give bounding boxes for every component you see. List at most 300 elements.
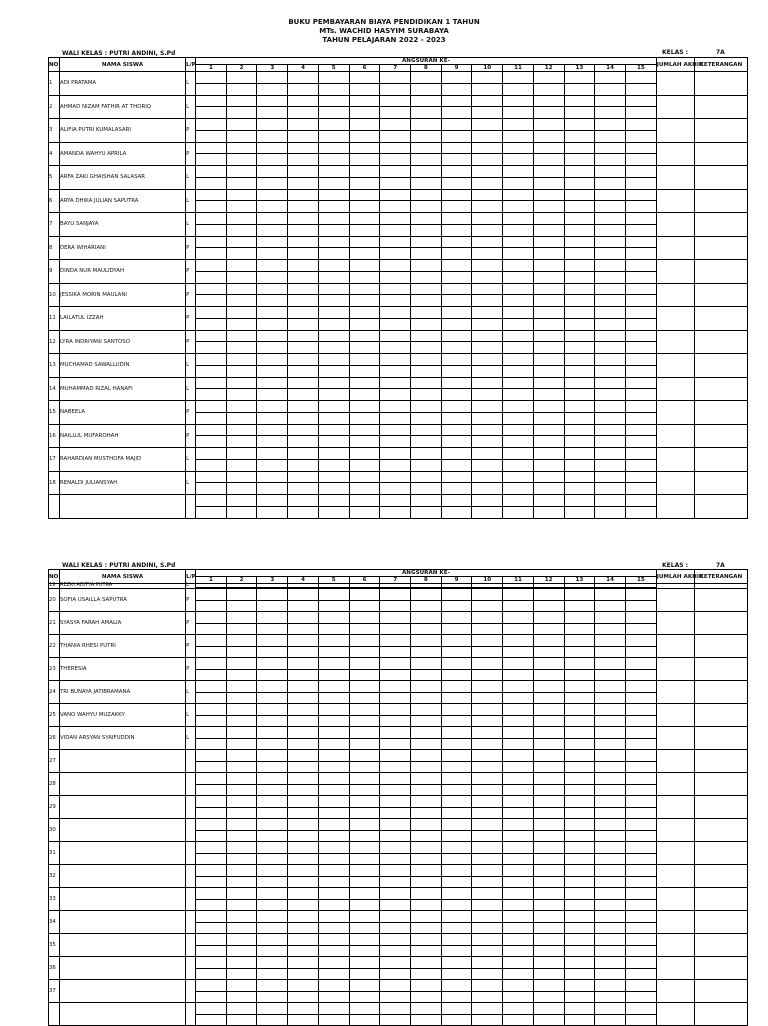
installment-cell-top (564, 424, 595, 436)
installment-cell-top (226, 119, 257, 131)
installment-cell-bottom (472, 295, 503, 307)
table-row (49, 354, 748, 366)
installment-cell-bottom (595, 177, 626, 189)
installment-cell-bottom (288, 968, 319, 980)
installment-cell-top (288, 95, 319, 107)
installment-cell-top (380, 934, 411, 946)
installment-cell-bottom (288, 784, 319, 796)
installment-cell-top (349, 796, 380, 808)
row-number: 27 (49, 750, 60, 773)
header-installment-11: 11 (503, 65, 534, 72)
installment-cell-top (441, 236, 472, 248)
installment-cell-top (349, 612, 380, 624)
installment-cell-top (257, 635, 288, 647)
installment-cell-bottom (196, 248, 227, 260)
remarks-cell (694, 236, 747, 260)
installment-cell-top (349, 471, 380, 483)
installment-cell-top (380, 260, 411, 272)
installment-cell-bottom (411, 389, 442, 401)
installment-cell-top (196, 330, 227, 342)
remarks-cell (694, 704, 747, 727)
header-installment-2: 2 (226, 65, 257, 72)
installment-cell-bottom (564, 436, 595, 448)
installment-cell-top (380, 635, 411, 647)
student-name (60, 865, 186, 888)
final-total-cell (656, 72, 694, 96)
installment-cell-top (595, 658, 626, 670)
installment-cell-top (533, 727, 564, 739)
installment-cell-bottom (257, 177, 288, 189)
row-number: 36 (49, 957, 60, 980)
installment-cell-bottom (318, 853, 349, 865)
installment-cell-bottom (503, 154, 534, 166)
installment-cell-top (472, 72, 503, 84)
installment-cell-top (411, 911, 442, 923)
installment-cell-bottom (318, 623, 349, 635)
installment-cell-top (380, 448, 411, 460)
header-installment-13: 13 (564, 577, 595, 584)
installment-cell-top (226, 589, 257, 601)
installment-cell-bottom (257, 318, 288, 330)
installment-cell-top (503, 750, 534, 762)
installment-cell-bottom (288, 154, 319, 166)
installment-cell-bottom (503, 483, 534, 495)
installment-cell-bottom (595, 600, 626, 612)
remarks-cell (694, 635, 747, 658)
installment-cell-top (472, 166, 503, 178)
remarks-cell (694, 727, 747, 750)
installment-cell-top (533, 865, 564, 877)
installment-cell-top (257, 260, 288, 272)
installment-cell-top (472, 934, 503, 946)
installment-cell-top (380, 658, 411, 670)
remarks-cell (694, 166, 747, 190)
installment-cell-top (288, 377, 319, 389)
installment-cell-bottom (533, 991, 564, 1003)
installment-cell-bottom (564, 738, 595, 750)
installment-cell-top (503, 819, 534, 831)
installment-cell-bottom (472, 853, 503, 865)
installment-cell-bottom (472, 389, 503, 401)
installment-cell-bottom (533, 412, 564, 424)
final-total-cell (656, 495, 694, 519)
installment-cell-bottom (288, 248, 319, 260)
installment-cell-top (472, 589, 503, 601)
installment-cell-top (288, 635, 319, 647)
installment-cell-bottom (564, 922, 595, 934)
installment-cell-bottom (226, 830, 257, 842)
remarks-cell (694, 842, 747, 865)
installment-cell-top (196, 842, 227, 854)
installment-cell-top (503, 980, 534, 992)
header-installment-9: 9 (441, 65, 472, 72)
student-name: LYRA INDRIYANI SANTOSO (60, 330, 186, 354)
installment-cell-top (595, 980, 626, 992)
installment-cell-bottom (288, 130, 319, 142)
installment-cell-top (595, 495, 626, 507)
installment-cell-top (318, 957, 349, 969)
installment-cell-bottom (288, 389, 319, 401)
header-installment-2: 2 (226, 577, 257, 584)
installment-cell-bottom (349, 248, 380, 260)
installment-cell-bottom (564, 412, 595, 424)
installment-cell-bottom (196, 459, 227, 471)
installment-cell-bottom (625, 436, 656, 448)
installment-cell-top (533, 934, 564, 946)
student-name: MUCHAMAD SAWALLUDIN (60, 354, 186, 378)
installment-cell-top (411, 354, 442, 366)
installment-cell-bottom (625, 154, 656, 166)
final-total-cell (656, 934, 694, 957)
installment-cell-bottom (595, 248, 626, 260)
student-name (60, 773, 186, 796)
installment-cell-top (288, 796, 319, 808)
installment-cell-bottom (196, 389, 227, 401)
row-number: 21 (49, 612, 60, 635)
installment-cell-bottom (564, 248, 595, 260)
installment-cell-bottom (625, 201, 656, 213)
installment-cell-bottom (595, 853, 626, 865)
student-gender: L (186, 213, 196, 237)
installment-cell-bottom (595, 807, 626, 819)
installment-cell-bottom (380, 459, 411, 471)
installment-cell-bottom (318, 945, 349, 957)
installment-cell-top (564, 377, 595, 389)
installment-cell-top (411, 727, 442, 739)
installment-cell-top (441, 934, 472, 946)
header-remarks: KETERANGAN (694, 58, 747, 72)
installment-cell-bottom (472, 899, 503, 911)
installment-cell-top (503, 658, 534, 670)
installment-cell-top (318, 283, 349, 295)
installment-cell-top (349, 888, 380, 900)
installment-cell-top (318, 189, 349, 201)
installment-cell-top (380, 213, 411, 225)
installment-cell-top (595, 865, 626, 877)
installment-cell-bottom (564, 646, 595, 658)
installment-cell-top (288, 658, 319, 670)
header-installment-13: 13 (564, 65, 595, 72)
installment-cell-top (564, 401, 595, 413)
installment-cell-top (226, 401, 257, 413)
installment-cell-bottom (503, 83, 534, 95)
installment-cell-top (411, 589, 442, 601)
installment-cell-bottom (625, 130, 656, 142)
row-number: 17 (49, 448, 60, 472)
installment-cell-top (564, 589, 595, 601)
installment-cell-top (411, 1003, 442, 1015)
installment-cell-top (564, 213, 595, 225)
header-installment-group: ANGSURAN KE- (196, 570, 657, 577)
installment-cell-top (625, 704, 656, 716)
installment-cell-bottom (533, 130, 564, 142)
installment-cell-bottom (564, 669, 595, 681)
installment-cell-top (503, 213, 534, 225)
installment-cell-bottom (318, 715, 349, 727)
installment-cell-top (472, 260, 503, 272)
installment-cell-top (380, 377, 411, 389)
installment-cell-top (625, 330, 656, 342)
student-gender (186, 957, 196, 980)
installment-cell-top (595, 283, 626, 295)
installment-cell-bottom (380, 506, 411, 518)
student-name: ARFA ZAKI GHAISHAN SALASAR (60, 166, 186, 190)
installment-cell-bottom (257, 506, 288, 518)
installment-cell-bottom (380, 600, 411, 612)
installment-cell-top (226, 236, 257, 248)
installment-cell-top (380, 842, 411, 854)
installment-cell-bottom (503, 271, 534, 283)
installment-cell-top (288, 166, 319, 178)
installment-cell-top (595, 72, 626, 84)
header-installment-3: 3 (257, 65, 288, 72)
installment-cell-top (472, 189, 503, 201)
installment-cell-top (411, 142, 442, 154)
student-gender (186, 911, 196, 934)
row-number: 4 (49, 142, 60, 166)
installment-cell-bottom (564, 853, 595, 865)
installment-cell-top (257, 796, 288, 808)
installment-cell-top (380, 980, 411, 992)
installment-cell-bottom (625, 922, 656, 934)
installment-cell-top (533, 307, 564, 319)
final-total-cell (656, 681, 694, 704)
remarks-cell (694, 750, 747, 773)
installment-cell-bottom (349, 130, 380, 142)
final-total-cell (656, 307, 694, 331)
installment-cell-top (564, 307, 595, 319)
installment-cell-top (380, 888, 411, 900)
installment-cell-bottom (625, 107, 656, 119)
table-row (49, 471, 748, 483)
installment-cell-top (472, 471, 503, 483)
installment-cell-bottom (533, 83, 564, 95)
installment-cell-bottom (595, 506, 626, 518)
installment-cell-top (226, 658, 257, 670)
table-row (49, 842, 748, 854)
installment-cell-top (349, 865, 380, 877)
installment-cell-bottom (226, 318, 257, 330)
installment-cell-bottom (441, 459, 472, 471)
installment-cell-bottom (288, 107, 319, 119)
installment-cell-bottom (257, 692, 288, 704)
installment-cell-top (625, 495, 656, 507)
header-no: NO (49, 570, 60, 584)
installment-cell-bottom (503, 459, 534, 471)
installment-cell-top (257, 957, 288, 969)
installment-cell-top (441, 495, 472, 507)
installment-cell-bottom (196, 201, 227, 213)
student-name: JESSIKA MORIN MAULANI (60, 283, 186, 307)
installment-cell-bottom (196, 365, 227, 377)
remarks-cell (694, 589, 747, 612)
installment-cell-bottom (226, 506, 257, 518)
table-row (49, 658, 748, 670)
installment-cell-top (226, 865, 257, 877)
installment-cell-top (196, 119, 227, 131)
installment-cell-top (564, 773, 595, 785)
installment-cell-top (226, 330, 257, 342)
installment-cell-top (318, 980, 349, 992)
installment-cell-top (411, 658, 442, 670)
installment-cell-top (226, 354, 257, 366)
installment-cell-top (595, 189, 626, 201)
installment-cell-bottom (595, 623, 626, 635)
installment-cell-bottom (533, 1014, 564, 1026)
installment-cell-top (441, 589, 472, 601)
installment-cell-top (533, 911, 564, 923)
installment-cell-top (625, 842, 656, 854)
installment-cell-top (411, 166, 442, 178)
installment-cell-bottom (380, 436, 411, 448)
installment-cell-bottom (441, 899, 472, 911)
row-number: 22 (49, 635, 60, 658)
installment-cell-bottom (472, 83, 503, 95)
installment-cell-bottom (380, 130, 411, 142)
row-number: 2 (49, 95, 60, 119)
installment-cell-top (349, 681, 380, 693)
installment-cell-bottom (380, 483, 411, 495)
installment-cell-bottom (226, 365, 257, 377)
student-gender (186, 934, 196, 957)
header-installment-10: 10 (472, 577, 503, 584)
row-number: 28 (49, 773, 60, 796)
installment-cell-bottom (472, 154, 503, 166)
student-name: LAILATUL IZZAH (60, 307, 186, 331)
installment-cell-bottom (349, 342, 380, 354)
remarks-cell (694, 911, 747, 934)
table-row (49, 142, 748, 154)
installment-cell-top (196, 307, 227, 319)
installment-cell-top (226, 750, 257, 762)
installment-cell-top (349, 750, 380, 762)
installment-cell-top (503, 911, 534, 923)
installment-cell-bottom (625, 483, 656, 495)
installment-cell-bottom (595, 365, 626, 377)
installment-cell-bottom (441, 807, 472, 819)
installment-cell-top (472, 330, 503, 342)
installment-cell-bottom (441, 318, 472, 330)
installment-cell-top (380, 495, 411, 507)
installment-cell-bottom (257, 853, 288, 865)
installment-cell-bottom (411, 692, 442, 704)
final-total-cell (656, 377, 694, 401)
installment-cell-top (625, 213, 656, 225)
installment-cell-bottom (625, 318, 656, 330)
installment-cell-top (288, 750, 319, 762)
table-row (49, 796, 748, 808)
installment-cell-bottom (533, 692, 564, 704)
installment-cell-top (349, 424, 380, 436)
final-total-cell (656, 236, 694, 260)
installment-cell-top (226, 424, 257, 436)
installment-cell-bottom (472, 271, 503, 283)
installment-cell-top (441, 865, 472, 877)
installment-cell-bottom (380, 922, 411, 934)
installment-cell-bottom (625, 715, 656, 727)
student-gender: P (186, 401, 196, 425)
installment-cell-bottom (411, 271, 442, 283)
installment-cell-bottom (595, 483, 626, 495)
installment-cell-top (196, 727, 227, 739)
installment-cell-top (564, 980, 595, 992)
installment-cell-top (533, 95, 564, 107)
row-number: 12 (49, 330, 60, 354)
installment-cell-bottom (288, 83, 319, 95)
installment-cell-top (503, 471, 534, 483)
student-name: THERESIA (60, 658, 186, 681)
installment-cell-top (226, 934, 257, 946)
row-number: 3 (49, 119, 60, 143)
payment-table (48, 57, 748, 519)
installment-cell-bottom (349, 201, 380, 213)
student-gender: P (186, 635, 196, 658)
installment-cell-top (411, 424, 442, 436)
installment-cell-top (472, 142, 503, 154)
table-row (49, 283, 748, 295)
installment-cell-bottom (503, 876, 534, 888)
installment-cell-bottom (595, 738, 626, 750)
installment-cell-bottom (318, 991, 349, 1003)
installment-cell-bottom (288, 991, 319, 1003)
installment-cell-top (441, 842, 472, 854)
installment-cell-bottom (288, 715, 319, 727)
installment-cell-top (411, 119, 442, 131)
installment-cell-top (503, 796, 534, 808)
installment-cell-top (595, 142, 626, 154)
installment-cell-top (411, 495, 442, 507)
installment-cell-top (625, 681, 656, 693)
installment-cell-top (257, 495, 288, 507)
installment-cell-top (318, 796, 349, 808)
installment-cell-top (349, 260, 380, 272)
installment-cell-top (257, 888, 288, 900)
installment-cell-bottom (411, 1014, 442, 1026)
installment-cell-top (472, 236, 503, 248)
installment-cell-top (441, 424, 472, 436)
installment-cell-top (380, 865, 411, 877)
installment-cell-bottom (625, 623, 656, 635)
installment-cell-bottom (226, 876, 257, 888)
student-name: ADI PRATAMA (60, 72, 186, 96)
installment-cell-bottom (472, 876, 503, 888)
installment-cell-bottom (411, 853, 442, 865)
installment-cell-top (288, 142, 319, 154)
installment-cell-bottom (380, 899, 411, 911)
homeroom-teacher-page-2: WALI KELAS : PUTRI ANDINI, S.Pd (62, 562, 176, 569)
installment-cell-bottom (411, 459, 442, 471)
final-total-cell (656, 980, 694, 1003)
installment-cell-bottom (318, 248, 349, 260)
installment-cell-top (411, 307, 442, 319)
final-total-cell (656, 957, 694, 980)
final-total-cell (656, 773, 694, 796)
installment-cell-top (318, 448, 349, 460)
doc-title: BUKU PEMBAYARAN BIAYA PENDIDIKAN 1 TAHUN (288, 18, 480, 26)
installment-cell-bottom (503, 784, 534, 796)
remarks-cell (694, 142, 747, 166)
student-gender (186, 1003, 196, 1026)
installment-cell-bottom (564, 271, 595, 283)
installment-cell-top (595, 635, 626, 647)
installment-cell-bottom (625, 365, 656, 377)
table-row (49, 727, 748, 739)
installment-cell-top (196, 773, 227, 785)
installment-cell-top (533, 119, 564, 131)
installment-cell-bottom (503, 342, 534, 354)
installment-cell-top (503, 773, 534, 785)
installment-cell-top (595, 119, 626, 131)
